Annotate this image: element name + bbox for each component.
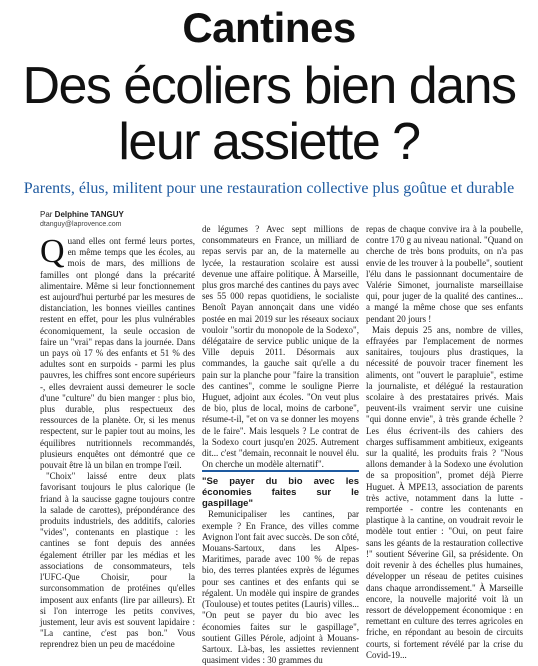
author-email: dtanguy@laprovence.com (40, 221, 122, 228)
intertitle: "Se payer du bio avec les économies faites sur le gaspillage" (202, 470, 359, 509)
paragraph: "Choix" laissé entre deux plats favorisant toujours le plus calorique (le friand à la saucisse gagne toujours contre la salade de carottes), prépondérance des produits industriels, des additifs, calories "vides", contenants en plastique : les cantines se font depuis des années également étriller par les médias et les associations de consommateurs, tels l'UFC-Que Choisir, pour la surconsommation de protéines qu'elles imposent aux enfants (lire par ailleurs). Et si l'on interroge les petits convives, justement, leur avis est souvent lapidaire : "La cantine, c'est pas bon." Vous reprendrez bien un peu de macédoine (40, 471, 195, 650)
byline-prefix: Par (40, 210, 55, 219)
author-name: Delphine TANGUY (54, 210, 124, 219)
paragraph: Mais depuis 25 ans, nombre de villes, effrayées par l'emplacement de normes sanitaires, toujours plus drastiques, la nécessité de pouvoir tracer finement les aliments, ont "ouvert le parapluie", estime la journaliste, et délégué la restauration scolaire à des prestataires privés. Mais peuvent-ils vraiment servir une cuisine "qui donne envie", à très grande échelle ? Les élus écrivent-ils des cahiers des charges suffisamment ambitieux, exigeants sur la qualité, les produits frais ? "Nous allons demander à la Sodexo une évolution de sa proposition", promet déjà Pierre Huguet. À MPE13, association de parents très active, notamment dans la lutte - remportée - contre les contenants en plastique à la cantine, on voudrait revoir le modèle tout entier : "Oui, on peut faire sans les géants de la restauration collective !" soutient Séverine Gil, sa présidente. On doit revenir à des échelles plus humaines, développer un réseau de petites cuisines dans chaque arrondissement." À Marseille encore, la nouvelle majorité voit là un ressort de développement économique : en remettant en culture des terres agricoles en friche, en répondant au besoin de circuits courts, si fortement révélé par la crise du Covid-19... (366, 324, 523, 660)
article-subhead: Parents, élus, militent pour une restauration collective plus goûtue et durable (23, 180, 515, 197)
paragraph: Remunicipaliser les cantines, par exemple ? En France, des villes comme Avignon l'ont fait avec succès. De son côté, Mouans-Sartoux, dans les Alpes-Maritimes, parade avec 100 % de repas bio, des terres plantées exprès de légumes pour ses cantines et des enfants qui se régalent. Un modèle qui inspire de grandes (Toulouse) et toutes petites (Lauris) villes... "On peut se payer du bio avec les économies faites sur le gaspillage", soutient Gilles Pérole, adjoint à Mouans-Sartoux. Là-bas, les assiettes reviennent quasiment vides : 30 grammes du (202, 509, 359, 666)
paragraph: de légumes ? Avec sept millions de consommateurs en France, un milliard de repas servis par an, de la maternelle au lycée, la restauration scolaire est aussi devenue une affaire politique. À Marseille, plus gros marché des cantines du pays avec ses 55 000 repas quotidiens, le socialiste Benoît Payan annonçait dans une vidéo postée en mai 2019 sur les réseaux sociaux vouloir "sortir du monopole de la Sodexo", délégataire de service public unique de la Ville depuis 2011. Désormais aux commandes, la gauche sait qu'elle a du pain sur la planche pour "faire la transition des cantines", comme le souligne Pierre Huguet, adjoint aux écoles. "On veut plus de bio, plus de local, moins de carbone", résume-t-il, "et on va se donner les moyens de le faire". Mais lesquels ? Le contrat de la Sodexo court jusqu'en 2025. Autrement dit... c'est "demain, reconnait le nouvel élu. On cherche un modèle alternatif". (202, 224, 359, 470)
byline (40, 210, 124, 230)
article-column-3 (366, 224, 523, 660)
paragraph: repas de chaque convive ira à la poubelle, contre 170 g au niveau national. "Quand on cherche de très bons produits, on n'a pas envie de les trouver à la poubelle", soutient l'élu dans le passionnant documentaire de Valérie Simonet, journaliste marseillaise qui, pour juger de la qualité des cantines... a mangé la même chose que ses enfants pendant 20 jours ! (366, 224, 523, 324)
article-column-1 (40, 233, 195, 650)
paragraph-text: uand elles ont fermé leurs portes, en même temps que les écoles, au mois de mars, des millions de familles ont plongé dans la précarité alimentaire. Même si leur fonctionnement est aujourd'hui perturbé par les mesures de distanciation, les bonnes vieilles cantines restent en effet, pour les plus vulnérables économiquement, la seule occasion de faire un "vrai" repas dans la journée. Dans un pays où 17 % des enfants et 51 % des adultes sont en surpoids - parmi les plus pauvres, les chiffres sont encore supérieurs -, elles devraient aussi demeurer le socle d'une "culture" du bien manger : plus bio, plus durable, plus respectueux des ressources de la planète. Or, si les menus respectent, sur le papier tout au moins, les équilibres nutritionnels recommandés, plusieurs enquêtes ont démontré que ce pouvait être là un bilan en trompe l'œil. (40, 236, 195, 471)
article-column-2 (202, 224, 359, 666)
drop-cap: Q (40, 233, 65, 270)
section-kicker: Cantines (182, 4, 356, 51)
paragraph (40, 233, 195, 471)
article-headline: Des écoliers bien dans leur assiette ? (22, 57, 516, 171)
